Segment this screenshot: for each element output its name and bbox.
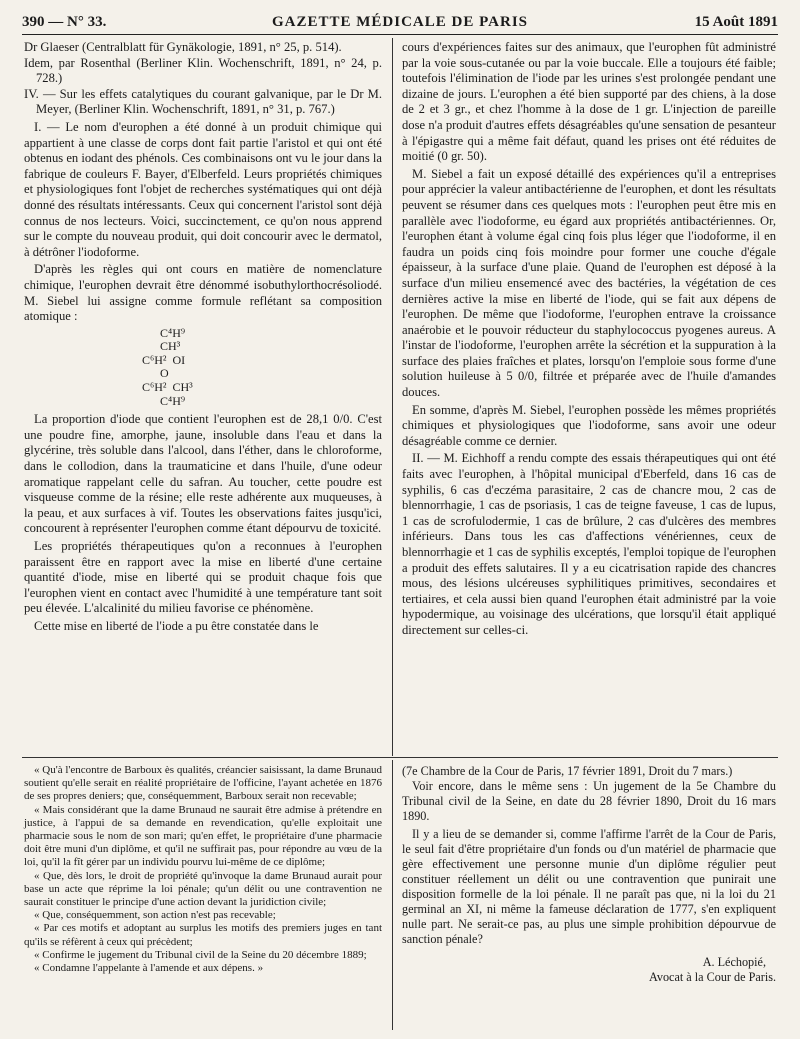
note-paragraph: « Que, dès lors, le droit de propriété qu'invoque la dame Brunaud aurait pour base un acte que réprime la loi pénale; qu'un délit ou une contravention ne saurait constituer le principe d'une action devant la juridiction civile; <box>24 869 382 909</box>
paragraph-nomenclature: D'après les règles qui ont cours en matière de nomenclature chimique, l'europhen devrait être dénommé isobuthylorthocrésoliodé. M. Siebel lui assigne comme formule reflétant sa composition atomique : <box>24 262 382 324</box>
paragraph-iodine-proportion: La proportion d'iode que contient l'europhen est de 28,1 0/0. C'est une poudre fine, amorphe, jaune, insoluble dans l'eau et dans la glycérine, très soluble dans l'alcool, dans l'éther, dans le chloroforme, dans le collodion, dans la traumaticine et dans l'huile, d'une odeur aromatique rappelant celle du safran. Au toucher, cette poudre est visqueuse comme de la résine; elle reste adhérente aux muqueuses, à la peau, et aux surfaces à vif. Toutes les observations faites jusqu'ici, concourent à représenter l'europhen comme étant dépourvu de toxicité. <box>24 412 382 536</box>
page-number: 390 — N° 33. <box>22 14 107 30</box>
note-paragraph: « Que, conséquemment, son action n'est pas recevable; <box>34 909 276 922</box>
reference-glaeser: Dr Glaeser (Centralblatt für Gynäkologie, 1891, n° 25, p. 514). <box>24 40 342 54</box>
legal-note-left <box>24 764 382 975</box>
paragraph-iodine-release: Cette mise en liberté de l'iode a pu être constatée dans le <box>34 618 319 633</box>
issue-date: 15 Août 1891 <box>694 14 778 30</box>
note-paragraph: « Qu'à l'encontre de Barboux ès qualités, créancier saisissant, la dame Brunaud soutient qu'elle serait en réalité propriétaire de l'officine, l'ayant achetée en 1876 de ses propres deniers; que, conséquemment, Barboux serait non recevable; <box>24 764 382 803</box>
formula-line: O <box>142 366 169 381</box>
legal-note-right <box>402 764 776 985</box>
formula-line: CH³ <box>142 339 181 354</box>
column-divider-upper <box>392 38 393 756</box>
related-judgment: Voir encore, dans le même sens : Un jugement de la 5e Chambre du Tribunal civil de la Seine, en date du 28 février 1890, Droit du 16 mars 1890. <box>402 779 776 823</box>
formula-line: C⁶H² OI <box>142 352 186 367</box>
formula-line: C⁴H⁹ <box>142 393 186 408</box>
author-title: Avocat à la Cour de Paris. <box>648 970 776 984</box>
right-column <box>402 40 776 639</box>
column-divider-lower <box>392 760 393 1030</box>
chemical-formula <box>142 327 382 409</box>
note-paragraph: « Condamne l'appelante à l'amende et aux dépens. » <box>34 962 264 975</box>
note-paragraph: « Par ces motifs et adoptant au surplus les motifs des premiers juges en tant qu'ils se réfèrent à ceux qui précèdent; <box>24 922 382 948</box>
paragraph-animal-experiments: cours d'expériences faites sur des animaux, que l'europhen fût administré par la voie sous-cutanée ou par la voie buccale. Elle a toujours été faible; toutefois l'élimination de l'iode par les urines s'est prolongée pendant une dizaine de jours. L'europhen a été bien supporté par des chiens, à la dose de 2 et 3 gr., et chez l'homme à la dose de 1 gr. L'injection de pareille dose n'a produit d'autres effets désagréables qu'une sensation de pesanteur à l'épigastre qui a même fait défaut, quand les prises ont été réduites de moitié (0 gr. 50). <box>402 40 776 164</box>
legal-commentary: Il y a lieu de se demander si, comme l'affirme l'arrêt de la Cour de Paris, le seul fait d'être propriétaire d'un fonds ou d'un matériel de pharmacie que gère effectivement une personne munie d'un diplôme régulier peut constituer réellement un délit ou une contravention que punirait une disposition formelle de la loi pénale. Il ne paraît pas que, ni la loi du 21 germinal an XI, ni même la fameuse déclaration de 1777, s'en expliquent nulle part. Ne serait-ce pas, au plus une simple prohibition dépourvue de sanction pénale? <box>402 827 776 946</box>
reference-rosenthal: Idem, par Rosenthal (Berliner Klin. Wochenschrift, 1891, n° 24, p. 728.) <box>24 55 382 86</box>
paragraph-eichhoff: II. — M. Eichhoff a rendu compte des essais thérapeutiques qui ont été faits avec l'europhen, à l'hôpital municipal d'Eberfeld, dans 16 cas de syphilis, 6 cas d'eczéma parasitaire, 2 cas de chancre mou, 2 cas de blennorrhagie, 1 cas de psoriasis, 1 cas de teigne faveuse, 1 cas de lupus, 1 cas de scrofulodermie, 1 cas de brûlure, 2 cas d'ulcères des membres inférieurs. Dans tous les cas d'affections vénériennes, ceux de blennorrhagie et 1 cas de syphilis exceptés, l'emploi topique de l'europhen a produit des effets salutaires. Il y a eu cicatrisation rapide des chancres mous, des lésions ulcéreuses syphilitiques primitives, secondaires et tertiaires, et cela aussi bien quand l'europhen était administré par la voie hypodermique, au voisinage des ulcérations, que lorsqu'il était appliqué directement sur celles-ci. <box>402 451 776 637</box>
page-header <box>22 8 778 35</box>
paragraph-therapeutic-properties: Les propriétés thérapeutiques qu'on a reconnues à l'europhen paraissent être en rapport avec la mise en liberté d'une certaine quantité d'iode, mise en liberté qui se produit chaque fois que l'europhen vient en contact avec l'humidité à une température tant soit peu élevée. L'alcalinité du milieu favorise ce phénomène. <box>24 539 382 616</box>
note-paragraph: « Confirme le jugement du Tribunal civil de la Seine du 20 décembre 1889; <box>34 948 367 961</box>
left-column <box>24 40 382 635</box>
formula-line: C⁴H⁹ <box>142 325 186 340</box>
court-citation: (7e Chambre de la Cour de Paris, 17 février 1891, Droit du 7 mars.) <box>402 764 733 778</box>
note-paragraph: « Mais considérant que la dame Brunaud ne saurait être admise à prétendre en justice, à l'appui de sa demande en revendication, qu'elle exploitait une pharmacie sous le nom de son mari; qu'en effet, le propriétaire d'une pharmacie doit être muni d'un diplôme, et qu'il ne suffirait pas, pour répondre au vœu de la loi, qu'il la fît gérer par un individu pourvu lui-même de ce diplôme; <box>24 803 382 869</box>
reference-meyer: IV. — Sur les effets catalytiques du courant galvanique, par le Dr M. Meyer, (Berliner Klin. Wochenschrift, 1891, n° 31, p. 767.) <box>24 86 382 117</box>
paragraph-europhen-intro: I. — Le nom d'europhen a été donné à un produit chimique qui appartient à une classe de corps dont fait partie l'aristol et qui ont été obtenus en iodant des phénols. Ces combinaisons ont vu le jour dans la fabrique de couleurs F. Bayer, d'Elberfeld. Leurs propriétés chimiques et physiologiques font l'objet de recherches systématiques qui ont déjà donné des résultats intéressants. Ceux qui concernent l'aristol sont déjà connus de nos lecteurs. Voici, succinctement, ce qu'on nous apprend sur le compte du nouveau produit, qui doit concourir avec le dermatol, à détrôner l'iodoforme. <box>24 119 382 259</box>
footnote-separator <box>22 757 778 758</box>
paragraph-summary: En somme, d'après M. Siebel, l'europhen possède les mêmes propriétés chimiques et physiologiques que l'iodoforme, sans avoir une odeur désagréable comme ce dernier. <box>402 402 776 448</box>
journal-title: GAZETTE MÉDICALE DE PARIS <box>271 14 528 30</box>
author-signature: A. Léchopié, <box>702 955 766 969</box>
paragraph-antibacterial: M. Siebel a fait un exposé détaillé des expériences qu'il a entreprises pour apprécier la valeur antibactérienne de l'europhen, et dont les résultats peuvent se résumer dans ces quelques mots : l'europhen peut être mis en parallèle avec l'iodoforme, eu égard aux propriétés antibactériennes. Or, l'europhen étant à volume égal cinq fois plus léger que l'iodoforme, il en faudra un poids cinq fois moindre pour former une couche d'égale épaisseur, à la surface d'une plaie. Quand de l'europhen est déposé à la surface d'un milieu ensemencé avec des bactéries, la végétation de ces dernières active la mise en liberté de l'iode, qui se fait aux dépens de l'europhen. De même que l'iodoforme, l'europhen entrave la croissance anaérobie et le pouvoir réducteur du staphylococcus pyogenes aureus. A l'instar de l'iodoforme, l'europhen arrête la sécrétion et la suppuration à la surface des plaies fraîches et plates, lorsqu'on l'emploie sous forme d'une solution huileuse à 5 0/0, filtrée et préparée avec de l'huile d'amandes douces. <box>402 166 776 400</box>
formula-line: C⁶H² CH³ <box>142 380 193 395</box>
